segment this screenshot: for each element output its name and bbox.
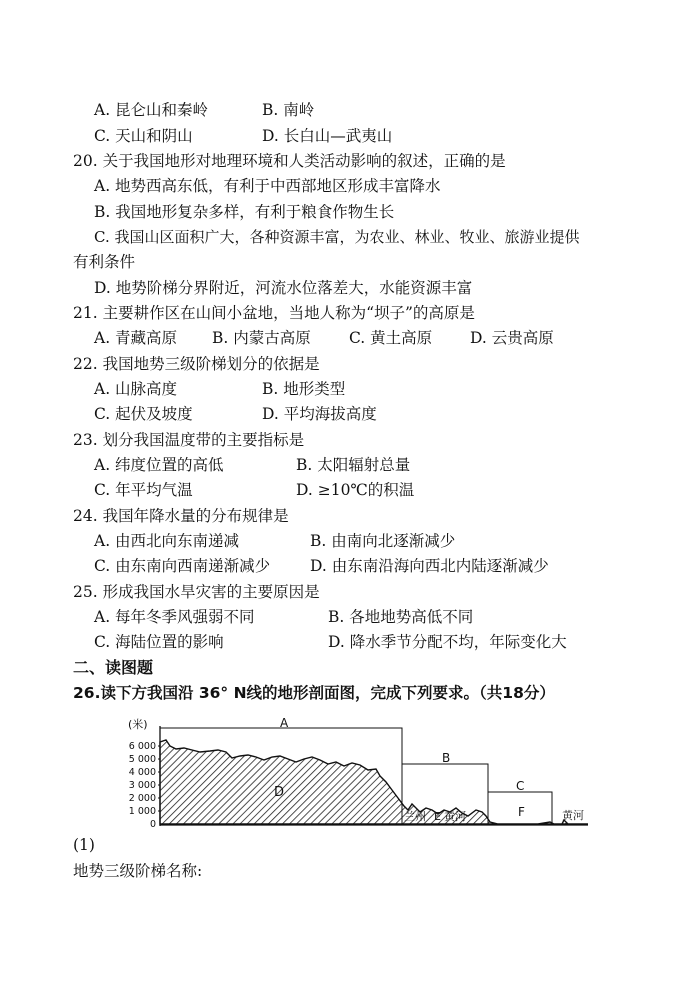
sub-question-1: (1) — [73, 836, 95, 854]
q26-stem: 26.读下方我国沿 36° N线的地形剖面图，完成下列要求。（共18分） — [73, 684, 555, 702]
label-b: B — [442, 751, 451, 765]
q20-option-a: A. 地势西高东低，有利于中西部地区形成丰富降水 — [94, 177, 441, 195]
y-tick-1000: 1 000 — [128, 806, 156, 817]
y-ticks — [129, 741, 156, 830]
q19-option-d: D. 长白山—武夷山 — [262, 127, 393, 145]
q20-option-b: B. 我国地形复杂多样，有利于粮食作物生长 — [94, 203, 395, 221]
q20-option-c: C. 我国山区面积广大，各种资源丰富，为农业、林业、牧业、旅游业提供 — [94, 228, 580, 246]
y-tick-4000: 4 000 — [128, 767, 156, 778]
q22-option-d: D. 平均海拔高度 — [262, 405, 377, 423]
y-tick-6000: 6 000 — [128, 741, 156, 752]
q19-option-a: A. 昆仑山和秦岭 — [94, 101, 209, 119]
q25-option-b: B. 各地地势高低不同 — [328, 608, 474, 626]
q25-stem: 25. 形成我国水旱灾害的主要原因是 — [73, 583, 320, 601]
q25-option-c: C. 海陆位置的影响 — [94, 633, 224, 651]
terrain-profile-figure — [118, 712, 598, 832]
q24-option-c: C. 由东南向西南递渐减少 — [94, 557, 271, 575]
unit-label: (米) — [128, 718, 148, 731]
q25-option-d: D. 降水季节分配不均，年际变化大 — [328, 633, 567, 651]
q21-option-d: D. 云贵高原 — [470, 329, 554, 347]
label-c: C — [516, 779, 525, 793]
q20-option-d: D. 地势阶梯分界附近，河流水位落差大，水能资源丰富 — [94, 279, 473, 297]
label-e: E — [434, 810, 441, 823]
q23-stem: 23. 划分我国温度带的主要指标是 — [73, 431, 305, 449]
y-tick-3000: 3 000 — [128, 780, 156, 791]
q20-option-c-cont: 有利条件 — [73, 253, 136, 271]
q23-option-d: D. ≥10℃的积温 — [296, 481, 415, 499]
q21-option-a: A. 青藏高原 — [94, 329, 178, 347]
q21-option-b: B. 内蒙古高原 — [212, 329, 311, 347]
q21-option-c: C. 黄土高原 — [349, 329, 433, 347]
label-a: A — [280, 716, 289, 730]
q22-option-a: A. 山脉高度 — [94, 380, 178, 398]
label-lanzhou: 兰州 — [404, 810, 426, 823]
label-huanghe-1: 黄河 — [444, 810, 466, 823]
y-tick-2000: 2 000 — [128, 793, 156, 804]
label-f: F — [518, 805, 525, 819]
q19-option-c: C. 天山和阴山 — [94, 127, 193, 145]
q21-stem: 21. 主要耕作区在山间小盆地，当地人称为“坝子”的高原是 — [73, 304, 475, 322]
q25-option-a: A. 每年冬季风强弱不同 — [94, 608, 255, 626]
q22-option-c: C. 起伏及坡度 — [94, 405, 193, 423]
q20-stem: 20. 关于我国地形对地理环境和人类活动影响的叙述，正确的是 — [73, 152, 506, 170]
q24-option-b: B. 由南向北逐渐减少 — [310, 532, 456, 550]
q22-option-b: B. 地形类型 — [262, 380, 346, 398]
q24-option-d: D. 由东南沿海向西北内陆逐渐减少 — [310, 557, 549, 575]
q22-stem: 22. 我国地势三级阶梯划分的依据是 — [73, 355, 320, 373]
label-d: D — [274, 785, 285, 800]
y-tick-5000: 5 000 — [128, 754, 156, 765]
y-tick-0: 0 — [149, 819, 156, 830]
answer-prompt: 地势三级阶梯名称: — [73, 862, 203, 880]
q24-option-a: A. 由西北向东南递减 — [94, 532, 240, 550]
q23-option-c: C. 年平均气温 — [94, 481, 193, 499]
section-heading: 二、读图题 — [73, 658, 154, 677]
label-huanghe-2: 黄河 — [562, 809, 584, 822]
q24-stem: 24. 我国年降水量的分布规律是 — [73, 507, 289, 525]
q23-option-a: A. 纬度位置的高低 — [94, 456, 224, 474]
q19-option-b: B. 南岭 — [262, 101, 315, 119]
q23-option-b: B. 太阳辐射总量 — [296, 456, 411, 474]
